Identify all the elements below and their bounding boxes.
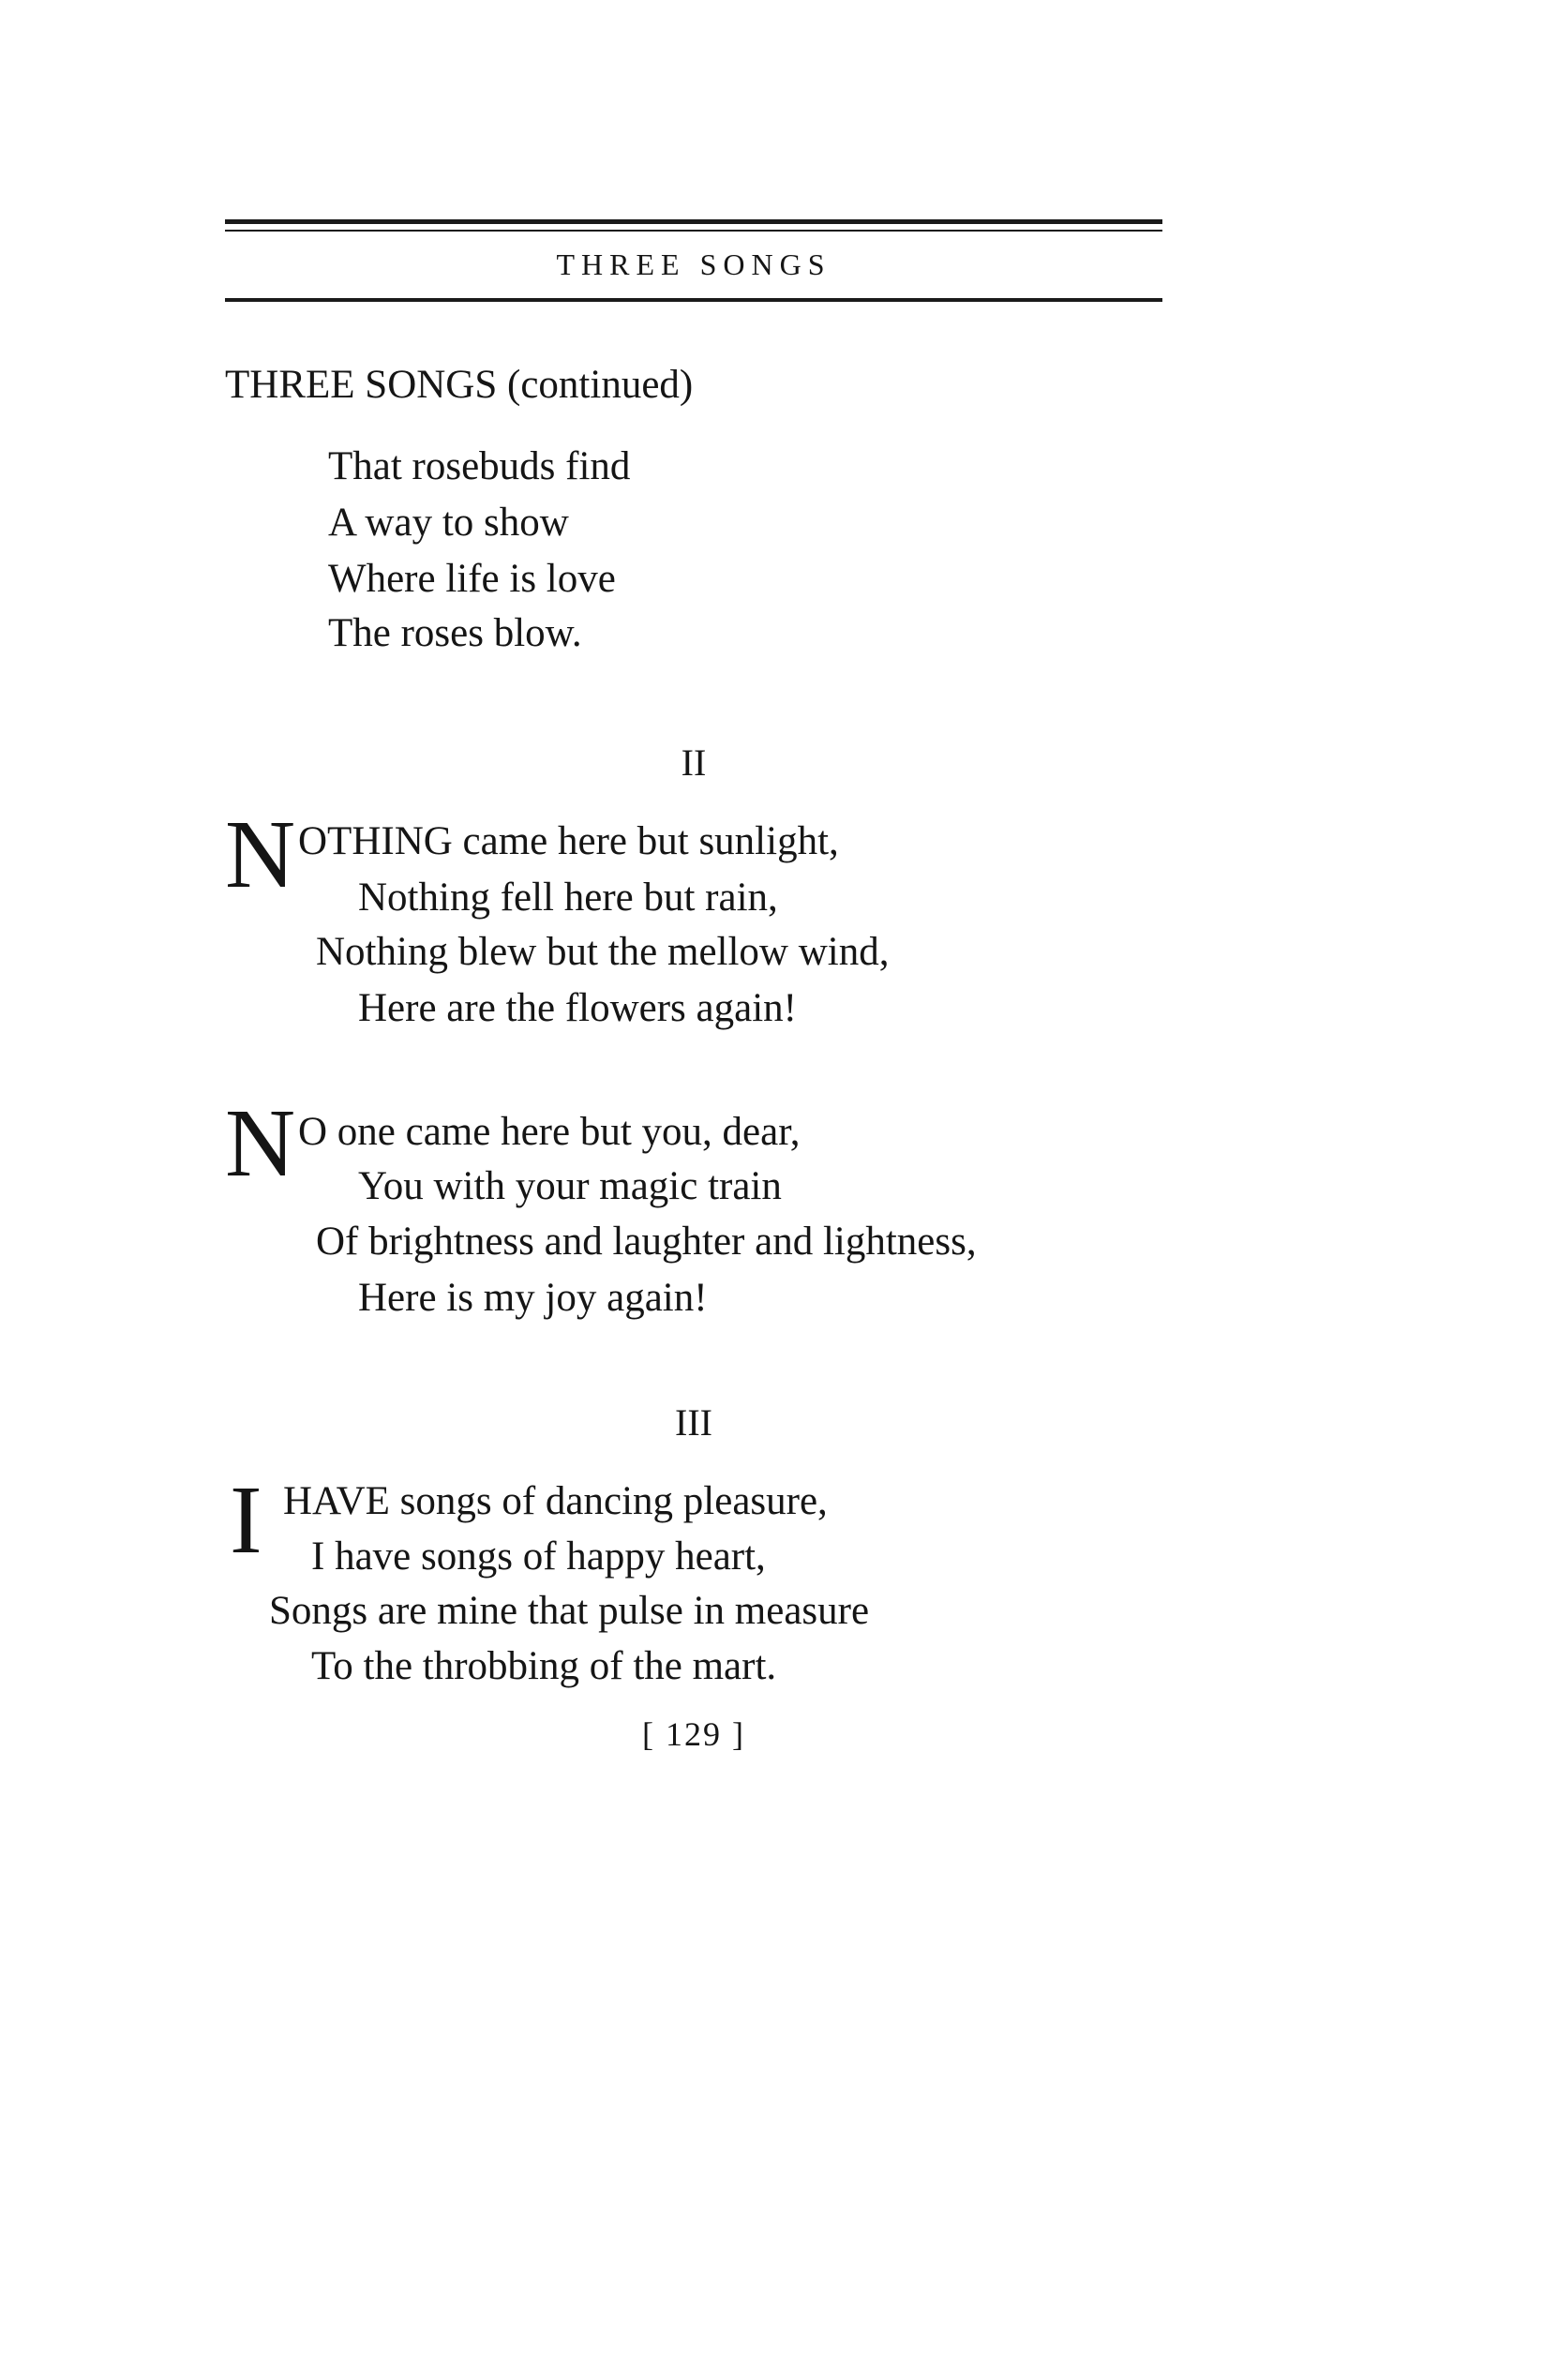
poem-line: O one came here but you, dear, (298, 1110, 801, 1154)
poem-line: A way to show (328, 501, 569, 545)
poem-line: Where life is love (328, 557, 616, 601)
poem-line: Songs are mine that pulse in measure (269, 1589, 870, 1633)
header-rule-thick (225, 219, 1162, 224)
poem-line: Of brightness and laughter and lightness, (316, 1220, 977, 1264)
drop-cap: N (225, 801, 296, 908)
header-rule-thin (225, 230, 1162, 232)
section-numeral: II (681, 741, 707, 784)
poem-line: That rosebuds find (328, 444, 631, 488)
poem-line: Nothing blew but the mellow wind, (316, 930, 890, 974)
poem-line: The roses blow. (328, 611, 582, 655)
section-heading: THREE SONGS (continued) (225, 363, 694, 407)
poem-line: Here is my joy again! (358, 1276, 708, 1320)
poem-line: Here are the flowers again! (358, 986, 797, 1030)
poem-line: I have songs of happy heart, (311, 1534, 766, 1579)
page-number: [ 129 ] (642, 1715, 745, 1753)
poem-line: Nothing fell here but rain, (358, 876, 778, 920)
drop-cap: I (230, 1466, 262, 1574)
header-rule-bottom (225, 298, 1162, 302)
poem-line: HAVE songs of dancing pleasure, (283, 1479, 828, 1523)
poem-line: To the throbbing of the mart. (311, 1644, 777, 1688)
drop-cap: N (225, 1089, 296, 1197)
section-numeral: III (675, 1401, 712, 1444)
running-head: THREE SONGS (556, 247, 831, 281)
poem-line: You with your magic train (358, 1164, 782, 1208)
poem-line: OTHING came here but sunlight, (298, 819, 839, 863)
